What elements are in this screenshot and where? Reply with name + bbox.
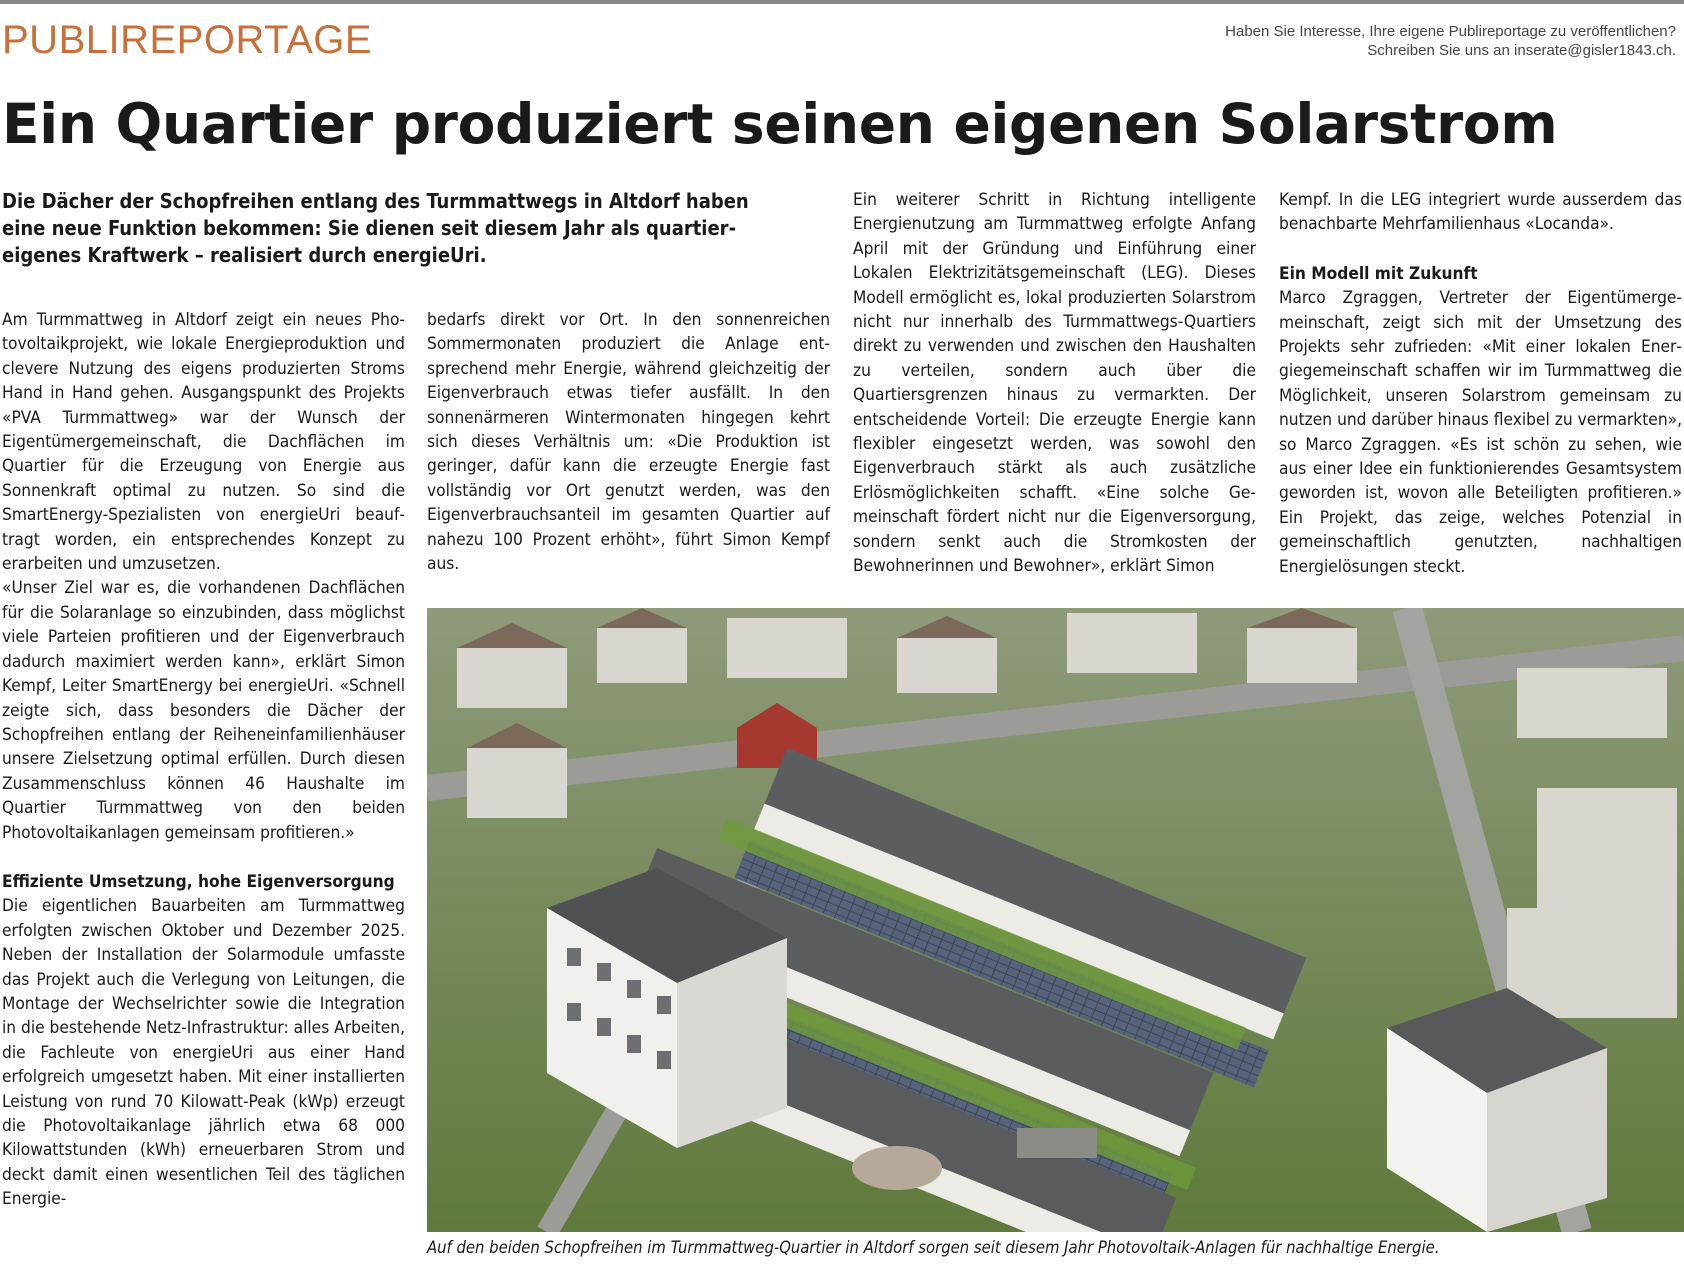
article-lead: Die Dächer der Schopfreihen entlang des Turmmattwegs in Altdorf haben eine neue Funktion bekommen: Sie dienen seit diesem Jahr als quartiereigenes Kraftwerk – realisiert durch energieUri. <box>2 189 749 267</box>
contact-line: Haben Sie Interesse, Ihre eigene Publireportage zu veröffentlichen? <box>1225 23 1676 40</box>
text-column-2 <box>427 308 830 576</box>
paragraph: Am Turmmattweg in Altdorf zeigt ein neues Photovoltaikprojekt, wie lokale Energieproduktion und clevere Nutzung des eigens produzierten Stroms Hand in Hand gehen. Ausgangspunkt des Projekts «PVA Turmmattweg» war der Wunsch der Eigentümergemeinschaft, die Dachflächen im Quartier für die Erzeugung von Energie aus Sonnenkraft optimal zu nutzen. So sind die SmartEnergy-Spezialisten von energieUri beauftragt worden, ein entsprechendes Konzept zu erarbeiten und umzusetzen. <box>2 310 405 575</box>
paragraph: Marco Zgraggen, Vertreter der Eigentümergemeinschaft, zeigt sich mit der Umsetzung des Projekts sehr zufrieden: «Mit einer lokalen Energiegemeinschaft schaffen wir im Turmmattweg die Möglichkeit, unseren Solarstrom gemeinsam zu nutzen und darüber hinaus flexibel zu vermarkten», so Marco Zgraggen. «Es ist schön zu sehen, wie aus einer Idee ein funktionierendes Gesamtsystem geworden ist, wovon alle Beteiligten profitieren.» Ein Projekt, das zeige, welches Potenzial in gemeinschaftlich genutzten, nachhaltigen Energielösungen steckt. <box>1279 288 1682 577</box>
paragraph: «Unser Ziel war es, die vorhandenen Dachflächen für die Solaranlage so einzubinden, dass möglichst viele Parteien profitieren und der Eigenverbrauch dadurch maximiert werden kann», erklärt Simon Kempf, Leiter SmartEnergy bei energieUri. «Schnell zeigte sich, dass besonders die Dächer der Schopfreihen entlang der Reiheneinfamilienhäuser unsere Zielsetzung optimal erfüllen. Durch diesen Zusammenschluss können 46 Haushalte im Quartier Turmmattweg von den beiden Photovoltaikanlagen gemeinsam profitieren.» <box>2 578 405 843</box>
aerial-photo <box>427 608 1684 1232</box>
text-column-3 <box>853 188 1256 579</box>
section-kicker: PUBLIREPORTAGE <box>2 18 373 62</box>
aerial-photo-illustration <box>427 608 1684 1232</box>
text-column-1 <box>2 308 405 1212</box>
subheading: Ein Modell mit Zukunft <box>1279 263 1478 284</box>
contact-line: Schreiben Sie uns an inserate@gisler1843.ch. <box>1367 42 1676 59</box>
paragraph: Ein weiterer Schritt in Richtung intelligente Energienutzung am Turmmattweg erfolgte Anfang April mit der Gründung und Einführung einer Lokalen Elektrizitätsgemeinschaft (LEG). Dieses Modell ermöglicht es, lokal produzierten Solarstrom nicht nur innerhalb des Turmmattwegs-Quartiers direkt zu verwenden und zwischen den Haushalten zu verteilen, sondern auch über die Quartiersgrenzen hinaus zu vermarkten. Der entscheidende Vorteil: Die erzeugte Energie kann flexibler eingesetzt werden, was sowohl den Eigenverbrauch stärkt als auch zusätzliche Erlösmöglichkeiten schafft. «Eine solche Gemeinschaft fördert nicht nur die Eigenversorgung, sondern senkt auch die Stromkosten der Bewohnerinnen und Bewohner», erklärt Simon <box>853 190 1256 577</box>
ad-contact-note <box>1225 22 1676 60</box>
photo-caption: Auf den beiden Schopfreihen im Turmmattweg-Quartier in Altdorf sorgen seit diesem Jahr Photovoltaik-Anlagen für nachhaltige Energie. <box>427 1238 1440 1257</box>
paragraph: bedarfs direkt vor Ort. In den sonnenreichen Sommermonaten produziert die Anlage entsprechend mehr Energie, während gleichzeitig der Eigenverbrauch etwas tiefer ausfällt. In den sonnenärmeren Wintermonaten hingegen kehrt sich dieses Verhältnis um: «Die Produktion ist geringer, dafür kann die erzeugte Energie fast vollständig vor Ort genutzt werden, was den Eigenverbrauchsanteil im gesamten Quartier auf nahezu 100 Prozent erhöht», führt Simon Kempf aus. <box>427 310 830 575</box>
paragraph: Kempf. In die LEG integriert wurde ausserdem das benachbarte Mehrfamilienhaus «Locanda». <box>1279 190 1682 235</box>
subheading: Effiziente Umsetzung, hohe Eigenversorgung <box>2 871 395 892</box>
paragraph: Die eigentlichen Bauarbeiten am Turmmattweg erfolgten zwischen Oktober und Dezember 2025. Neben der Installation der Solarmodule umfasste das Projekt auch die Verlegung von Leitungen, die Montage der Wechselrichter sowie die Integration in die bestehende Netz-Infrastruktur: alles Arbeiten, die Fachleute von energieUri aus einer Hand erfolgreich umgesetzt haben. Mit einer installierten Leistung von rund 70 Kilowatt-Peak (kWp) erzeugt die Photovoltaikanlage jährlich etwa 68 000 Kilowattstunden (kWh) erneuerbaren Strom und deckt damit einen wesentlichen Teil des täglichen Energie- <box>2 896 406 1210</box>
text-column-4 <box>1279 188 1682 579</box>
top-rule <box>0 0 1684 4</box>
article-headline: Ein Quartier produziert seinen eigenen Solarstrom <box>2 92 1558 156</box>
